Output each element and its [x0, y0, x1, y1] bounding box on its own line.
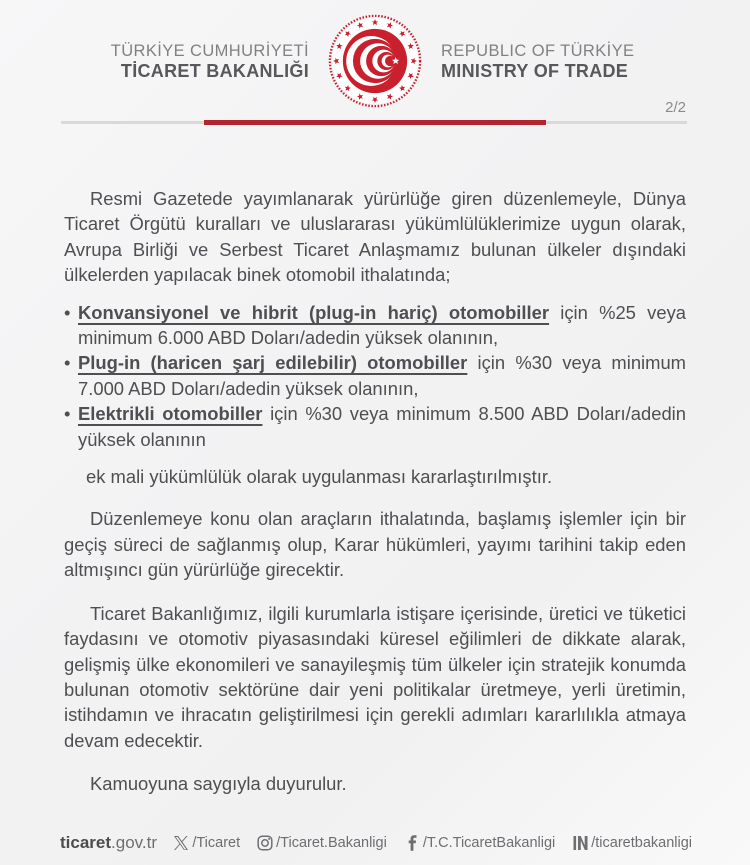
org-tr-line2: TİCARET BAKANLIĞI [120, 60, 309, 81]
nsosyal-icon [572, 835, 588, 851]
bullet-marker: • [64, 403, 71, 425]
org-en-line2: MINISTRY OF TRADE [441, 60, 629, 81]
header [0, 12, 750, 110]
social-x-handle: /Ticaret [192, 835, 241, 851]
website-url-rest: .gov.tr [111, 833, 158, 852]
footer [60, 833, 692, 853]
social-facebook [404, 835, 555, 851]
instagram-icon [257, 835, 273, 851]
bullet-plugin-term: Plug-in (haricen şarj edilebilir) otomobiller [78, 352, 468, 374]
separator-red-segment [204, 120, 546, 125]
bullet-conventional-hybrid-detail: için %25 veya minimum 6.000 ABD Doları/adedin yüksek olanının, [78, 301, 686, 349]
bullet-electric-term: Elektrikli otomobiller [78, 403, 263, 425]
bullet-plugin [64, 350, 686, 401]
social-nsosyal [572, 835, 692, 851]
social-x [173, 835, 240, 851]
announcement-body [64, 186, 686, 797]
social-links [173, 835, 692, 851]
conclusion-line: ek mali yükümlülük olarak uygulanması kararlaştırılmıştır. [86, 466, 553, 488]
social-facebook-handle: /T.C.TicaretBakanligi [422, 835, 556, 851]
paragraph-transition: Düzenlemeye konu olan araçların ithalatında, başlamış işlemler için bir geçiş süreci de sağlanmış olup, Karar hükümleri, yayımı tarihini takip eden altmışıncı gün yürürlüğe girecektir. [64, 508, 686, 581]
org-en-line1: REPUBLIC OF TÜRKİYE [441, 41, 635, 60]
ministry-of-trade-logo [325, 12, 425, 110]
paragraph-policy: Ticaret Bakanlığımız, ilgili kurumlarla istişare içerisinde, üretici ve tüketici faydasını ve otomotiv piyasasındaki küresel eğilimleri de dikkate alarak, gelişmiş ülke ekonomileri ve sanayileşmiş tüm ülkeler için stratejik konumda bulunan otomotiv sektörüne dair yeni politikalar üretmeye, yerli üretimin, istihdamın ve ihracatın geliştirilmesi için gerekli adımları kararlılıkla atmaya devam edecektir. [64, 602, 686, 751]
website-url [60, 833, 157, 853]
facebook-icon [404, 835, 420, 851]
paragraph-intro: Resmi Gazetede yayımlanarak yürürlüğe giren düzenlemeyle, Dünya Ticaret Örgütü kuralları ve uluslararası yükümlülüklerimize uygun olarak, Avrupa Birliği ve Serbest Ticaret Anlaşmamız bulunan ülkeler dışındaki ülkelerden yapılacak binek otomobil ithalatında; [64, 188, 686, 286]
bullet-plugin-detail: için %30 veya minimum 7.000 ABD Doları/adedin yüksek olanının, [78, 352, 687, 399]
bullet-electric-detail: için %30 veya minimum 8.500 ABD Doları/adedin yüksek olanının [78, 403, 686, 450]
bullet-conventional-hybrid [64, 300, 686, 351]
social-nsosyal-handle: /ticaretbakanligi [591, 835, 692, 851]
social-instagram [257, 835, 387, 851]
bullet-marker: • [64, 352, 71, 374]
closing-line: Kamuoyuna saygıyla duyurulur. [90, 773, 347, 795]
bullet-conventional-hybrid-term: Konvansiyonel ve hibrit (plug-in hariç) otomobiller [78, 301, 550, 323]
tariff-bullet-list [64, 300, 686, 452]
org-tr-line1: TÜRKİYE CUMHURİYETİ [110, 41, 309, 60]
org-name-english [441, 41, 689, 82]
ministry-emblem-icon [327, 13, 423, 109]
social-instagram-handle: /Ticaret.Bakanligi [276, 835, 387, 851]
page-number: 2/2 [665, 99, 686, 116]
bullet-marker: • [64, 301, 71, 323]
bullet-electric [64, 401, 686, 452]
org-name-turkish [61, 41, 309, 82]
x-icon [173, 835, 189, 851]
website-url-bold: ticaret [60, 833, 112, 852]
separator-line [61, 121, 687, 124]
